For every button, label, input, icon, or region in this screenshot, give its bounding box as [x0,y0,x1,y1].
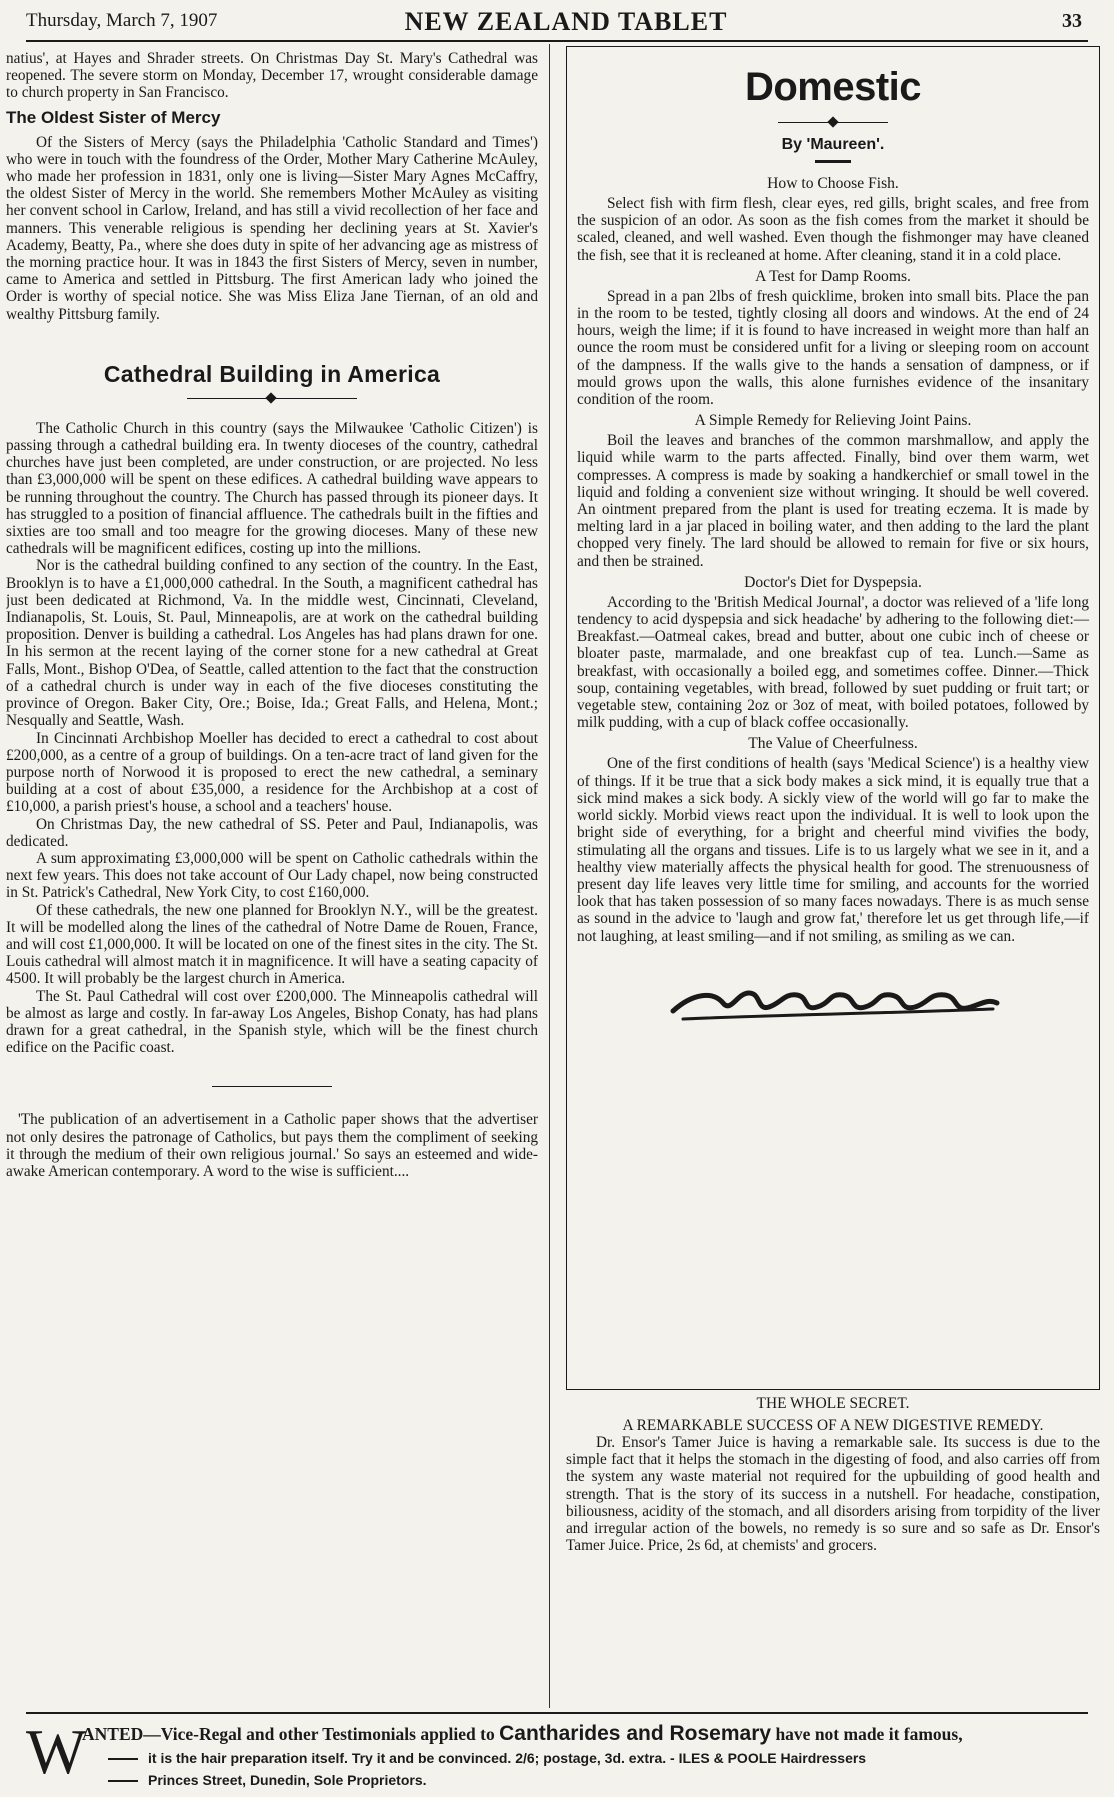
cathedral-paragraph: The St. Paul Cathedral will cost over £200,000. The Minneapolis cathedral will be almost as large and costly. In far-away Los Angeles, Bishop Conaty, has had plans drawn for a great cathedral, in the Spanish style, which will be the finest church edifice on the Pacific coast. [6,987,538,1057]
dash-rule [108,1780,138,1782]
recipe-body: Select fish with firm flesh, clear eyes, red gills, bright scales, and free from the suspicion of an odor. As soon as the fish comes from the market it should be scaled, cleaned, and well washed. Even though the fishmonger may have cleaned the fish, see that it is recleaned at home. After cleaning, stand it in a cold place. [577,195,1089,264]
diamond-rule [187,392,357,406]
byline-rule [815,160,851,163]
recipe-body: One of the first conditions of health (says 'Medical Science') is a healthy view of things. If it be true that a sick body makes a sick mind, it is equally true that a sick mind makes a sick body. A sickly view of the world will go far to make the world sickly. Morbid views react upon the individual. It is well to look upon the bright side of everything, for a bright and cheerful mind vivifies the body, stimulating all the organs and tissues. Life is to us largely what we see in it, and a healthy view materially affects the physical health for good. The strenuousness of present day life leaves very little time for smiling, and accounts for the worried look that has taken possession of so many faces nowadays. There is as much sense as sound in the advice to 'laugh and grow fat,' therefore let us get through life,—if not laughing, at least smiling—and if not smiling, as smiling as we can. [577,755,1089,945]
right-column [566,46,1100,1706]
column-rule [549,44,550,1708]
secret-body: Dr. Ensor's Tamer Juice is having a remarkable sale. Its success is due to the simple fact that it helps the stomach in the digesting of food, and also carries off from the system any waste material not required for the upbuilding of good health and strength. That is the story of its success in a nutshell. For headache, constipation, biliousness, acidity of the stomach, and all disorders arising from torpidity of the liver and irregular action of the bowels, no remedy is so sure and so safe as Dr. Ensor's Tamer Juice. Price, 2s 6d, at chemists' and grocers. [566,1434,1100,1555]
recipe-body: Boil the leaves and branches of the common marshmallow, and apply the liquid while warm to the parts affected. Finally, bind over them warm, wet compresses. A compress is made by soaking a handkerchief or small towel in the liquid and folding a convenient size without wringing. It should be well covered. An ointment prepared from the plant is used for treating eczema. It is made by melting lard in a jar placed in boiling water, and then adding to the lard the plant chopped very finely. The lard should be allowed to remain for five or six hours, and then be strained. [577,432,1089,570]
page-header [26,6,1088,42]
ad-line-3 [108,1772,427,1788]
hair-advertisement [26,1712,1088,1794]
recipe-body: According to the 'British Medical Journal', a doctor was relieved of a 'life long tendency to acid dyspepsia and sick headache' by adhering to the following diet:—Breakfast.—Oatmeal cakes, bread and butter, about one cubic inch of cheese or bloater paste, marmalade, and one breakfast cup of tea. Lunch.—Same as breakfast, with occasionally a boiled egg, and sometimes coffee. Dinner.—Thick soup, containing vegetables, with bread, followed by suet pudding or fruit tart; or vegetable stew, containing 2oz or 3oz of meat, with boiled potatoes, followed by milk pudding, with a cup of black coffee occasionally. [577,593,1089,732]
dash-rule [108,1758,138,1760]
secret-title: THE WHOLE SECRET. [756,1395,910,1412]
left-column [6,46,538,1706]
domestic-box [566,46,1100,1390]
recipe-body: Spread in a pan 2lbs of fresh quicklime, broken into small bits. Place the pan in the room to be tested, tightly closing all doors and windows. At the end of 24 hours, weigh the lime; if it is found to have increased in weight more than half an ounce the room must be considered unfit for a living or sleeping room on account of the dampness. If the walls give to the hands a sensation of dampness, or if mould grows upon the walls, this alone furnishes evidence of the insanitary condition of the room. [577,287,1089,409]
recipe-heading: The Value of Cheerfulness. [748,735,918,753]
recipe-heading: A Test for Damp Rooms. [755,267,911,285]
issue-date: Thursday, March 7, 1907 [26,10,218,31]
ad-brand: Cantharides and Rosemary [499,1722,772,1745]
ad-line-1 [82,1722,963,1746]
masthead: NEW ZEALAND TABLET [404,7,728,36]
ad-line-3-text: Princes Street, Dunedin, Sole Proprietors. [148,1772,427,1788]
recipe-heading: How to Choose Fish. [767,175,899,192]
secret-subtitle: A REMARKABLE SUCCESS OF A NEW DIGESTIVE REMEDY. [622,1417,1044,1434]
title-rule [778,116,888,130]
continued-fragment: natius', at Hayes and Shrader streets. On Christmas Day St. Mary's Cathedral was reopened. The severe storm on Monday, December 17, wrought considerable damage to church property in San Francisco. [6,50,538,102]
byline: By 'Maureen'. [781,136,885,153]
diamond-ornament-icon [827,116,838,127]
cathedral-paragraph: On Christmas Day, the new cathedral of SS. Peter and Paul, Indianapolis, was dedicated. [6,815,538,850]
ad-line-2-text: it is the hair preparation itself. Try it and be convinced. 2/6; postage, 3d. extra. - ILES & POOLE Hairdressers [148,1750,867,1766]
ad-line-2 [108,1750,866,1766]
recipe-heading: Doctor's Diet for Dyspepsia. [744,573,922,591]
ad-line-1-start: ANTED—Vice-Regal and other Testimonials applied to [82,1724,500,1744]
section-divider [212,1086,332,1087]
cathedral-paragraph: The Catholic Church in this country (says the Milwaukee 'Catholic Citizen') is passing through a cathedral building era. In twenty dioceses of the country, cathedral churches have just been completed, are under construction, or are projected. No less than £3,000,000 will be spent on these edifices. A cathedral building wave appears to be running throughout the country. The Church has passed through its pioneer days. It has struggled to a position of financial affluence. The cathedrals built in the fifties and sixties are too small and too meagre for the growing dioceses. Many of these new cathedrals will be magnificent edifices, costing up into the millions. [6,419,538,558]
cathedral-heading: Cathedral Building in America [103,360,441,387]
cathedral-paragraph: In Cincinnati Archbishop Moeller has decided to erect a cathedral to cost about £200,000, as a centre of a group of buildings. On a ten-acre tract of land given for the purpose north of Norwood it is proposed to erect the new cathedral, a seminary building at a cost of about £35,000, a residence for the Archbishop at a cost of £10,000, a parish priest's house, a school and a teachers' house. [6,729,538,816]
cathedral-paragraph: A sum approximating £3,000,000 will be spent on Catholic cathedrals within the next few years. This does not take account of Our Lady chapel, now being constructed in St. Patrick's Cathedral, New York City, to cost £160,000. [6,849,538,902]
sister-article: Of the Sisters of Mercy (says the Philadelphia 'Catholic Standard and Times') who were in touch with the foundress of the Order, Mother Mary Catherine McAuley, who made her profession in 1831, only one is living—Sister Mary Agnes McCaffry, the oldest Sister of Mercy in the world. She remembers Mother McAuley as visiting her convent school in Carlow, Ireland, and has still a vivid recollection of her face and manners. This venerable religious is spending her declining years at St. Xavier's Academy, Beatty, Pa., where she does duty in spite of her advancing age as mistress of the morning practice hour. It was in 1843 the first Sisters of Mercy, seven in number, came to America and settled in Pittsburg. The first American lady who joined the Order is worthy of special notice. She was Miss Eliza Jane Tiernan, of an old and wealthy Pittsburg family. [6,133,538,323]
page-number: 33 [1062,10,1082,32]
ad-line-1-end: have not made it famous, [771,1724,963,1744]
sister-heading: The Oldest Sister of Mercy [6,107,221,127]
recipe-heading: A Simple Remedy for Relieving Joint Pains. [694,412,972,430]
signature-icon [653,963,1013,1033]
domestic-title: Domestic [744,65,922,109]
advertising-quote: 'The publication of an advertisement in a Catholic paper shows that the advertiser not only desires the patronage of Catholics, but pays them the compliment of seeking it through the medium of their own religious journal.' So says an esteemed and wide-awake American contemporary. A word to the wise is sufficient.... [6,1111,538,1180]
maureen-signature [577,963,1089,1037]
diamond-ornament-icon [265,392,276,403]
cathedral-paragraph: Nor is the cathedral building confined to any section of the country. In the East, Brooklyn is to have a £1,000,000 cathedral. In the South, a magnificent cathedral has just been dedicated at Richmond, Va. In the middle west, Cincinnati, Cleveland, Indianapolis, St. Louis, St. Paul, Minneapolis, are at work on the cathedral building proposition. Denver is building a cathedral. Los Angeles has had plans drawn for one. In his sermon at the recent laying of the corner stone for a new cathedral at Great Falls, Mont., Bishop O'Dea, of Seattle, called attention to the fact that the construction of a cathedral church is under way in each of the five dioceses constituting the province of Oregon. Baker City, Ore.; Boise, Ida.; Great Falls, and Helena, Mont.; Nesqually and Seattle, Wash. [6,557,538,730]
drop-cap: W [26,1716,87,1787]
cathedral-paragraph: Of these cathedrals, the new one planned for Brooklyn N.Y., will be the greatest. It will be modelled along the lines of the cathedral of Notre Dame de Rouen, France, and will cost £1,000,000. It will be located on one of the finest sites in the city. The St. Louis cathedral will almost match it in magnificence. It will have a seating capacity of 4500. It will probably be the largest church in America. [6,901,538,988]
